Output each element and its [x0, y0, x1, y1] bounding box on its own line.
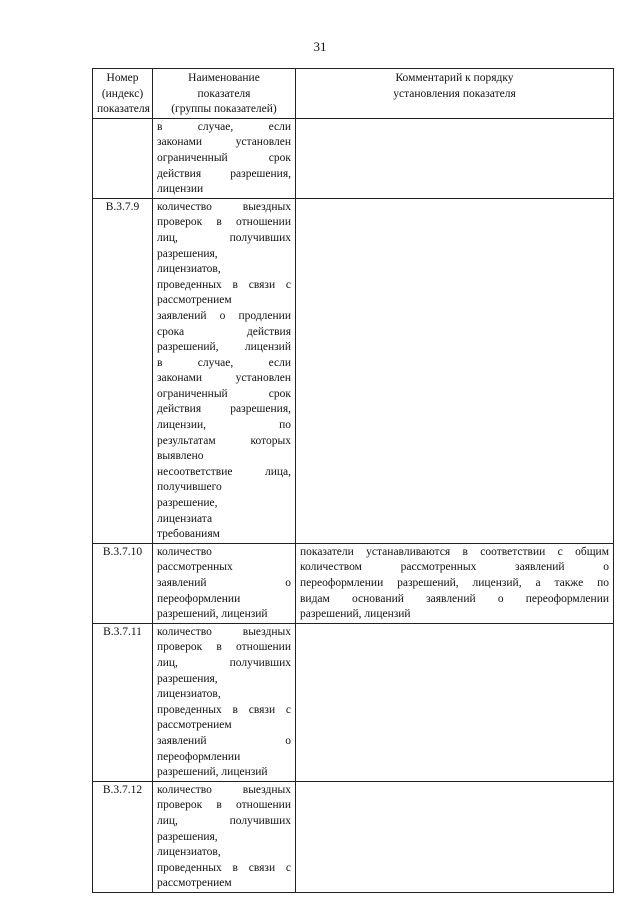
indicator-name-line: количество выездных — [157, 625, 291, 638]
indicator-name-line: разрешения, — [157, 247, 218, 260]
indicator-name-line: проведенных в связи с — [157, 861, 291, 874]
header-index-line: (индекс) — [101, 87, 144, 100]
indicator-index-cell: В.3.7.10 — [93, 543, 153, 623]
indicator-name-line: лиц, получивших — [157, 656, 291, 669]
table-row — [93, 543, 614, 623]
indicator-name-line: переоформлении — [157, 750, 241, 763]
indicator-name-line: количество выездных — [157, 200, 291, 213]
indicator-name-line: лицензии — [157, 183, 204, 196]
indicator-name-line: проведенных в связи с — [157, 703, 291, 716]
indicator-name-line: лицензиатов, — [157, 846, 221, 859]
indicator-name-line: заявлений о — [157, 577, 291, 589]
header-comment-line: Комментарий к порядку — [395, 72, 514, 84]
header-index-line: Номер — [106, 72, 139, 84]
indicators-table — [92, 68, 614, 893]
indicator-name-line: в случае, если — [157, 120, 291, 133]
indicator-name-line: требованиям — [157, 528, 220, 541]
header-comment-line: установления показателя — [393, 87, 516, 100]
indicator-name-cell — [153, 543, 296, 623]
indicator-name-line: срока действия — [157, 325, 291, 338]
indicator-name-line: лицензиата — [157, 512, 213, 525]
indicator-name-line: лицензиатов, — [157, 688, 221, 701]
indicator-comment-cell — [296, 781, 614, 892]
indicator-comment-line: видам оснований заявлений о переоформлении — [300, 592, 609, 605]
header-comment — [296, 69, 614, 119]
indicator-name-line: лицензиатов, — [157, 263, 221, 276]
header-name-line: показателя — [197, 87, 251, 100]
indicator-index-cell — [93, 118, 153, 198]
indicator-comment-line: разрешений, лицензий — [300, 608, 411, 621]
indicator-comment-line: показатели устанавливаются в соответствии с общим — [300, 545, 609, 558]
table-header-row — [93, 69, 614, 119]
table-row — [93, 198, 614, 543]
indicator-name-line: заявлений о — [157, 734, 291, 747]
indicator-name-line: действия разрешения, — [157, 167, 291, 180]
indicator-name-line: рассмотренных — [157, 561, 233, 574]
indicator-name-line: законами установлен — [157, 372, 291, 385]
indicator-name-line: выявлено — [157, 450, 204, 463]
indicator-comment-line: количеством рассмотренных заявлений о — [300, 561, 609, 574]
table-row — [93, 118, 614, 198]
indicator-comment-cell — [296, 118, 614, 198]
header-index — [93, 69, 153, 119]
indicator-comment-cell — [296, 198, 614, 543]
indicator-name-cell — [153, 118, 296, 198]
indicator-index-cell: В.3.7.12 — [93, 781, 153, 892]
indicator-name-line: несоответствие лица, — [157, 465, 291, 478]
indicator-name-line: ограниченный срок — [157, 151, 291, 164]
indicator-name-line: лиц, получивших — [157, 231, 291, 244]
table-row — [93, 623, 614, 781]
indicator-comment-cell — [296, 543, 614, 623]
indicator-name-line: разрешение, — [157, 497, 218, 510]
indicator-name-line: рассмотрением — [157, 877, 232, 890]
indicator-index-cell: В.3.7.9 — [93, 198, 153, 543]
indicator-name-line: рассмотрением — [157, 719, 232, 732]
header-name-line: (группы показателей) — [171, 103, 277, 116]
indicator-name-line: разрешений, лицензий — [157, 766, 268, 779]
indicator-name-cell — [153, 781, 296, 892]
indicator-name-line: законами установлен — [157, 136, 291, 149]
indicator-name-line: проверок в отношении — [157, 799, 291, 812]
indicator-name-line: проведенных в связи с — [157, 278, 291, 291]
header-name-line: Наименование — [188, 72, 260, 84]
indicator-name-line: в случае, если — [157, 356, 291, 369]
indicator-name-line: лиц, получивших — [157, 814, 291, 827]
indicator-comment-line: переоформлении разрешений, лицензий, а также по — [300, 577, 609, 589]
indicator-name-cell — [153, 623, 296, 781]
indicator-name-line: рассмотрением — [157, 294, 232, 307]
indicator-name-line: действия разрешения, — [157, 403, 291, 416]
header-index-line: показателя — [97, 103, 150, 116]
indicator-name-line: лицензии, по — [157, 419, 291, 432]
indicator-name-line: разрешения, — [157, 672, 218, 685]
indicator-name-line: переоформлении — [157, 592, 241, 605]
table-body — [93, 118, 614, 892]
indicator-name-line: количество выездных — [157, 783, 291, 796]
table-row — [93, 781, 614, 892]
indicator-name-line: проверок в отношении — [157, 641, 291, 654]
indicator-index-cell: В.3.7.11 — [93, 623, 153, 781]
indicator-name-line: разрешений, лицензий — [157, 608, 268, 621]
indicator-name-line: заявлений о продлении — [157, 309, 291, 322]
indicator-name-line: разрешений, лицензий — [157, 341, 291, 354]
indicator-name-line: получившего — [157, 481, 222, 494]
indicator-name-line: ограниченный срок — [157, 387, 291, 400]
header-name — [153, 69, 296, 119]
indicator-name-line: количество — [157, 545, 212, 558]
page-number: 31 — [313, 39, 327, 54]
indicator-name-line: проверок в отношении — [157, 216, 291, 229]
indicator-name-line: разрешения, — [157, 830, 218, 843]
indicator-name-cell — [153, 198, 296, 543]
indicator-comment-cell — [296, 623, 614, 781]
indicator-name-line: результатам которых — [157, 434, 291, 447]
